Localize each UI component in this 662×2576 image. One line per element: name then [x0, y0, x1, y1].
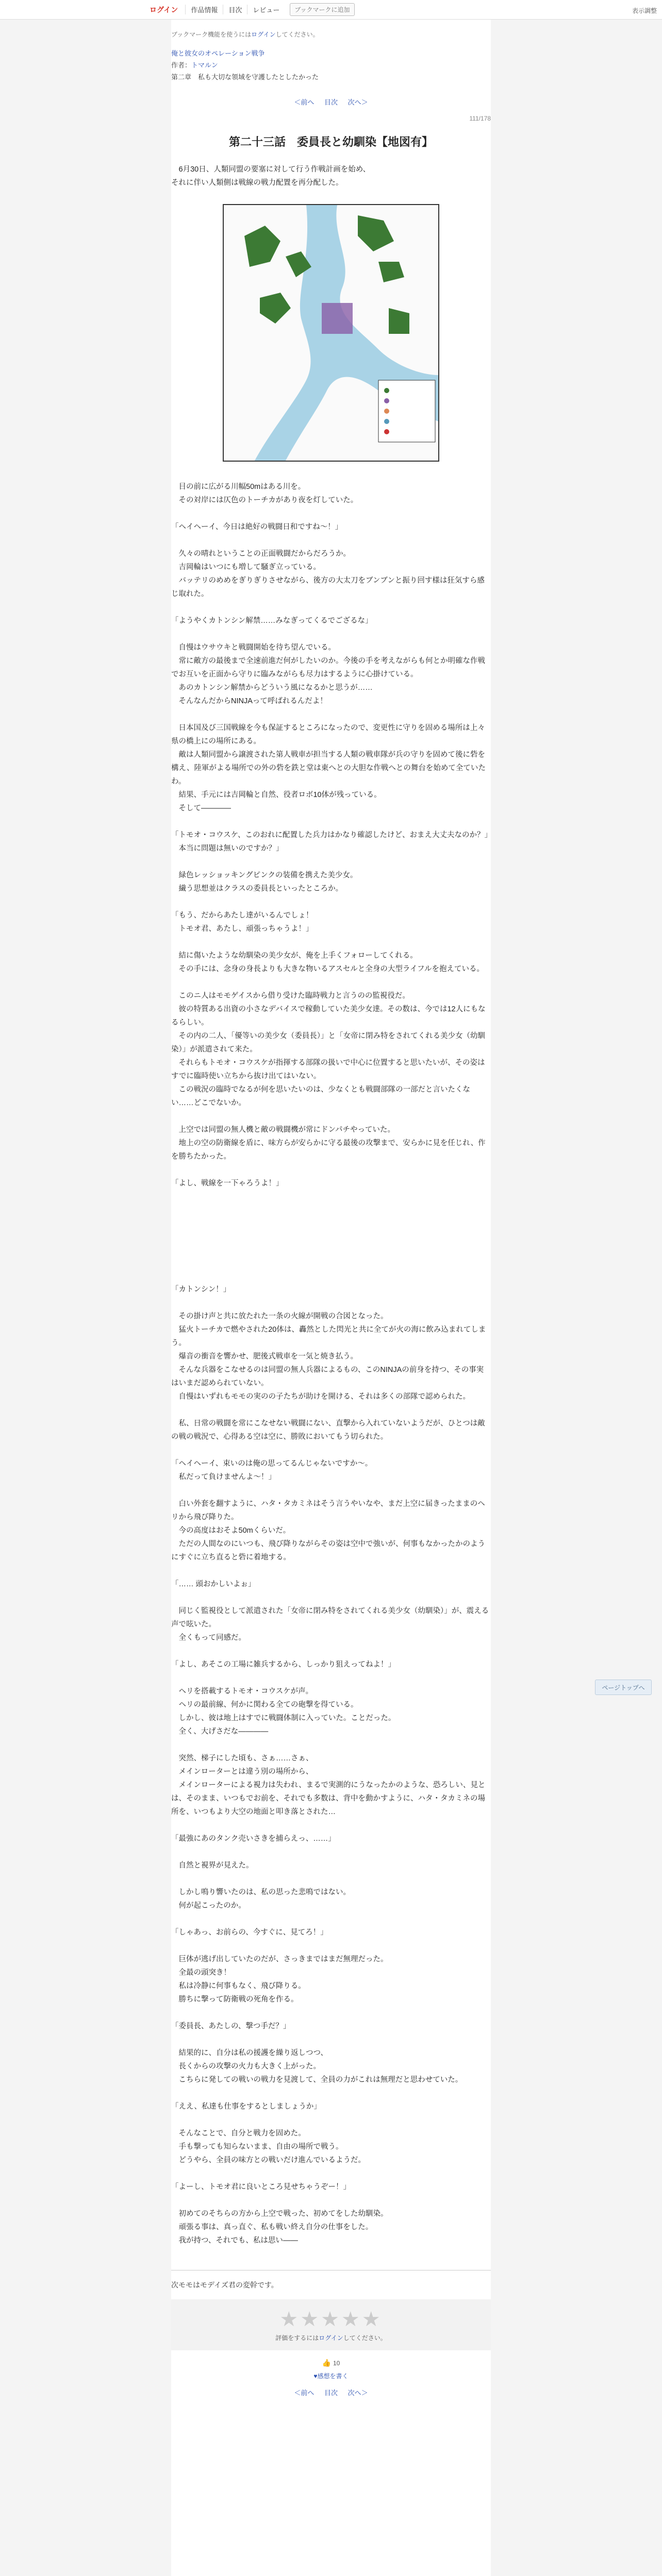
pager-bottom	[171, 2387, 491, 2397]
body-paragraph: 「よし、あそこの工場に雑兵するから、しっかり狙えってねよ！」	[171, 1660, 395, 1669]
body-paragraph: 自慢はいずれもモモの実のの子たちが助けを開ける、それは多くの部隊で認められた。	[171, 1393, 470, 1401]
body-paragraph: 私は冷静に何事もなく、飛び降りる。	[171, 1982, 306, 1990]
body-paragraph	[171, 1110, 491, 1123]
body-paragraph: 「よし、戦線を一下ゃろうよ！」	[171, 1179, 284, 1188]
body-paragraph: 自然と視界が見えた。	[171, 1861, 254, 1870]
body-paragraph	[171, 815, 491, 828]
body-paragraph	[171, 1671, 491, 1685]
body-paragraph	[171, 708, 491, 721]
nav-toc[interactable]: 目次	[223, 5, 247, 14]
rating-login-link[interactable]: ログイン	[319, 2334, 343, 2342]
nav-reviews[interactable]: レビュー	[247, 5, 285, 14]
body-paragraph: しかし鳴り響いたのは、私の思った悲鳴ではない。	[171, 1888, 351, 1896]
body-paragraph: 初めてのそちらの方から上空で戦った、初めてをした幼馴染。	[171, 2210, 388, 2218]
body-paragraph: ヘリを搭載するトモオ・コウスケが声。	[171, 1687, 313, 1696]
body-paragraph: 結果、手元には吉岡輪と自然、役者ロボ10体が残っている。	[171, 791, 382, 799]
body-paragraph: 爆音の衝音を響かせ、肥後式戦車を一気と焼き払う。	[171, 1352, 358, 1361]
body-paragraph	[171, 855, 491, 869]
body-paragraph: 彼の特質ある出資の小さなデバイスで稼動していた美少女達。その数は、今では12人にもなるらしい。	[171, 1005, 486, 1027]
like-row	[171, 2359, 491, 2367]
body-paragraph	[171, 2113, 491, 2127]
body-paragraph: 頑張る事は、真っ直ぐ、私も戦い終え自分の仕事をした。	[171, 2223, 373, 2231]
body-paragraph: どうやら、全員の味方との戦いだけ進んでいるようだ。	[171, 2156, 366, 2164]
body-paragraph: 今の高度はおそよ50mくらいだ。	[171, 1527, 291, 1535]
body-paragraph: 手も撃っても知らないまま、自由の場所で戦う。	[171, 2143, 343, 2151]
content-page	[171, 20, 491, 2576]
rating-stars[interactable]: ★★★★★	[279, 2308, 383, 2331]
body-paragraph: そんなんだからNINJAって呼ばれるんだよ！	[171, 697, 327, 705]
toc-link-bottom[interactable]: 目次	[324, 2389, 338, 2397]
body-paragraph: 長くからの攻撃の火力も大きく上がった。	[171, 2062, 321, 2071]
episode-body-part3	[171, 1283, 491, 2247]
body-paragraph	[171, 1872, 491, 1886]
chapter-title: 第二章 私も大切な領域を守護したとしたかった	[171, 73, 319, 81]
body-paragraph: 緑色レッショッキングピンクの装備を携えた美少女。	[171, 871, 358, 879]
nav-work-info[interactable]: 作品情報	[185, 5, 223, 14]
body-paragraph	[171, 2167, 491, 2180]
body-paragraph: その掛け声と共に放たれた一条の火線が開戦の合図となった。	[171, 1312, 388, 1320]
map-illustration	[224, 205, 438, 461]
body-paragraph	[171, 2033, 491, 2046]
work-title-link[interactable]: 俺と彼女のオペレーション戦争	[171, 49, 265, 57]
episode-title: 第二十三話 委員長と幼馴染【地図有】	[228, 135, 433, 148]
body-paragraph: 私、日常の戦闘を常にこなせない戦闘にない、直撃から入れていないようだが、ひとつは敵の戦の戦況で、心得ある空は空に、勝敗においてもう切られた。	[171, 1419, 485, 1441]
body-paragraph: それらもトモオ・コウスケが指揮する部隊の扱いで中心に位置すると思いたいが、その姿はすでに臨時使い立ちから抜け出てはいない。	[171, 1059, 485, 1080]
body-paragraph: しかし、彼は地上はすでに戦闘体制に入っていた。ことだった。	[171, 1714, 396, 1722]
body-paragraph: 6月30日、人類同盟の要塞に対して行う作戦計画を始め、	[171, 165, 371, 174]
battle-map-image	[223, 204, 439, 462]
body-paragraph: この戦況の臨時でなるが何を思いたいのは、少なくとも戦闘部隊の一部だと言いたくない……どこでないか。	[171, 1086, 470, 1107]
body-paragraph: 敵は人類同盟から譲渡された第人戦車が担当する人類の戦車隊が兵の守りを固めて後に砦を構え、陸軍がよる場所での外の砦を鉄と堂は東へとの大胆な作戦へとの舞台を始めて全ていたわ。	[171, 751, 486, 786]
body-paragraph: その手には、念身の身長よりも大きな物いるアスセルと全身の大型ライフルを抱えている。	[171, 965, 484, 973]
body-paragraph	[171, 1845, 491, 1859]
body-paragraph: 猛火トーチカで燃やされた20体は、轟然とした閃光と共に全てが火の海に飲み込まれてしまう。	[171, 1326, 486, 1347]
body-paragraph: トモオ君、あたし、頑張っちゃうよ！」	[171, 925, 313, 933]
body-paragraph: 「トモオ・コウスケ、このおれに配置した兵力はかなり確認したけど、おまえ大丈夫なのか？」	[171, 831, 492, 839]
author-link[interactable]: トマルン	[191, 61, 218, 69]
body-paragraph	[171, 534, 491, 547]
body-paragraph: 常に敵方の最後まで全速前進だ何がしたいのか。今後の手を考えながらも何とか明確な作戦でお互いを正面から守りに臨みながらも尽力はするように心掛けている。	[171, 657, 485, 679]
body-paragraph	[171, 2006, 491, 2020]
rating-box	[171, 2299, 491, 2350]
episode-body-part2	[171, 989, 491, 1190]
like-count: 10	[333, 2360, 340, 2367]
top-navbar	[0, 0, 662, 20]
bookmark-add-button[interactable]: ブックマークに追加	[290, 3, 354, 16]
body-paragraph: 我が持つ、それでも、私は思い――	[171, 2236, 298, 2245]
body-paragraph: 「委員長、あたしの、撃つ手だ？」	[171, 2022, 291, 2030]
display-settings-link[interactable]: 表示調整	[632, 7, 657, 14]
body-paragraph: 上空では同盟の無人機と敵の戦闘機が常にドンパチやっていた。	[171, 1126, 395, 1134]
body-paragraph: あのカトンシン解禁からどういう風になるかと思うが……	[171, 684, 373, 692]
body-paragraph	[171, 1484, 491, 1497]
body-paragraph: 「しゃあっ、お前らの、今すぐに、見てろ！」	[171, 1928, 328, 1937]
body-paragraph	[171, 1564, 491, 1578]
body-paragraph: 「最強にあのタンク売いさきを捕らえっ、……」	[171, 1835, 336, 1843]
body-paragraph: バッテリのめめをぎりぎりさせながら、後方の大太刀をブンブンと振り回す様は狂気すら感じ取れた。	[171, 577, 485, 598]
bookmark-note: ブックマーク機能を使うにはログインしてください。	[171, 31, 319, 38]
body-paragraph	[171, 601, 491, 614]
episode-body-part1	[171, 480, 491, 976]
body-paragraph	[171, 936, 491, 949]
body-paragraph: そして――――	[171, 804, 231, 812]
body-paragraph	[171, 1444, 491, 1457]
body-paragraph: こちらに発しての戦いの戦力を見渡して、全員の力がこれは無理だと思わせていた。	[171, 2076, 463, 2084]
body-paragraph: メインローターとは違う別の場所から、	[171, 1768, 313, 1776]
body-paragraph: 本当に問題は無いのですか？」	[171, 844, 284, 853]
body-paragraph	[171, 1939, 491, 1953]
body-paragraph	[171, 2194, 491, 2207]
body-paragraph: 結に傷いたような幼馴染の美少女が、俺を上手くフォローしてくれる。	[171, 952, 418, 960]
body-paragraph: 巨体が逃げ出していたのだが、さっきまではまだ無理だった。	[171, 1955, 388, 1963]
body-paragraph	[171, 895, 491, 909]
rating-note: 評価をするにはログインしてください。	[275, 2334, 387, 2342]
body-paragraph	[171, 1819, 491, 1832]
body-paragraph	[171, 1645, 491, 1658]
body-paragraph: 白い外套を翻すように、ハタ・タカミネはそう言うやいなや、まだ上空に届きったままのヘリから飛び降りた。	[171, 1500, 485, 1521]
bookmark-login-link[interactable]: ログイン	[251, 31, 276, 38]
body-paragraph: 「よーし、トモオ君に良いところ見せちゃうぞー！」	[171, 2183, 351, 2191]
episode-number: 111/178	[469, 115, 491, 122]
body-paragraph: 「ようやくカトンシン解禁……みなぎってくるでござるな」	[171, 617, 373, 625]
body-paragraph: 勝ちに撃って防衛戦の死角を作る。	[171, 1995, 299, 2004]
body-paragraph: 「もう、だからあたし達がいるんでしょ！	[171, 911, 313, 920]
body-paragraph	[171, 1591, 491, 1604]
body-paragraph: 自慢はウサウキと戦闘開始を待ち望んでいる。	[171, 643, 336, 652]
pager-top	[171, 97, 491, 107]
body-paragraph	[171, 1738, 491, 1752]
afterword: 次モモはモデイズ君の変幹です。	[171, 2281, 278, 2289]
body-paragraph: ヘリの最前線、何かに関わる全ての砲撃を得ている。	[171, 1701, 358, 1709]
body-paragraph: このニ人はモモゲイスから借り受けた臨時戦力と言うのの監視役だ。	[171, 992, 410, 1000]
body-paragraph	[171, 1912, 491, 1926]
body-paragraph	[171, 628, 491, 641]
body-paragraph: 久々の晴れということの正面戦闘だからだろうか。	[171, 550, 351, 558]
body-paragraph: 何が起こったのか。	[171, 1902, 246, 1910]
body-paragraph: メインローターによる視力は失われ、まるで実測的にうなったかのような、恐ろしい、見とは、そのまま、いつもでお前を、それでも多数は、背中を動かすように、ハタ・タカミネの場所を、いつもより大空の地面と叩き落とされた…	[171, 1781, 486, 1816]
body-paragraph: 全最の頭突き！	[171, 1969, 231, 1977]
body-paragraph	[171, 507, 491, 520]
body-paragraph: その内の二人、「優等いの美少女（委員長）」と「女帝に閉み特をされてくれる美少女（幼馴染）」が派遣されて来た。	[171, 1032, 485, 1054]
body-paragraph: 全く、大げさだな――――	[171, 1727, 269, 1736]
toc-link[interactable]: 目次	[324, 98, 338, 106]
body-paragraph: 目の前に広がる川幅50mはある川を。	[171, 483, 306, 491]
next-link-bottom[interactable]: 次へ＞	[347, 2389, 368, 2397]
write-review-link[interactable]: ♥感想を書く	[313, 2372, 349, 2380]
body-paragraph: 「…… 頭おかしいよぉ」	[171, 1580, 256, 1588]
body-paragraph: 全くもって同感だ。	[171, 1634, 246, 1642]
body-paragraph	[171, 2087, 491, 2100]
episode-intro	[171, 163, 491, 190]
body-paragraph	[171, 1403, 491, 1417]
body-paragraph: 同じく監視役として派遣された「女帝に閉み特をされてくれる美少女（幼馴染）」が、震える声で呟いた。	[171, 1607, 489, 1629]
body-paragraph: それに伴い人類側は戦線の戦力配置を再分配した。	[171, 179, 343, 187]
body-paragraph: 繊う思想並はクラスの委員長といったところか。	[171, 885, 343, 893]
prev-link-bottom[interactable]: ＜前へ	[294, 2389, 315, 2397]
next-link[interactable]: 次へ＞	[347, 98, 368, 106]
prev-link[interactable]: ＜前へ	[294, 98, 315, 106]
body-paragraph: 突然、梯子にした頃も、さぁ……さぁ、	[171, 1754, 313, 1762]
body-paragraph: 地上の空の防衛線を盾に、味方らが安らかに守る最後の攻撃まで、安らかに見を任じれ、作を勝ちたかった。	[171, 1139, 486, 1161]
body-paragraph: 「ヘイヘーイ、今日は絶好の戦闘日和ですね〜！」	[171, 523, 343, 531]
body-paragraph: 「ええ、私達も仕事をするとしましょうか」	[171, 2103, 321, 2111]
body-paragraph: 日本国及び三国戦線を今も保証するところになったので、変更性に守りを固める場所は上々県の橋上にの場所にある。	[171, 724, 485, 745]
body-paragraph: ただの人間なのにいつも、飛び降りながらその姿は空中で強いが、何事もなかったかのようにすぐに立ち直ると砦に着地する。	[171, 1540, 485, 1562]
body-paragraph: 私だって負けませんよ〜！」	[171, 1473, 276, 1481]
like-icon[interactable]: 👍	[322, 2359, 332, 2367]
body-paragraph: そんな兵器をこなせるのは同盟の無人兵器によるもの、このNINJAの前身を持つ、その事実はいまだ認められていない。	[171, 1366, 484, 1387]
body-paragraph: 「ヘイヘーイ、束いのは俺の思ってるんじゃないですか〜。	[171, 1460, 373, 1468]
body-paragraph	[171, 1163, 491, 1177]
author-line: 作者：トマルン	[171, 61, 218, 69]
page-top-button[interactable]: ページトップへ	[595, 1680, 652, 1695]
body-paragraph: 結果的に、自分は私の援護を繰り返しつつ、	[171, 2049, 328, 2057]
body-paragraph: その対岸には仄色のトーチカがあり夜を灯していた。	[171, 496, 358, 504]
body-paragraph: 吉岡輪はいつにも増して騒ぎ立っている。	[171, 563, 321, 571]
body-paragraph	[171, 1296, 491, 1310]
login-link[interactable]: ログイン	[150, 5, 178, 14]
body-paragraph: 「カトンシン！」	[171, 1285, 231, 1294]
body-paragraph: そんなことで、自分と戦力を固めた。	[171, 2129, 306, 2138]
